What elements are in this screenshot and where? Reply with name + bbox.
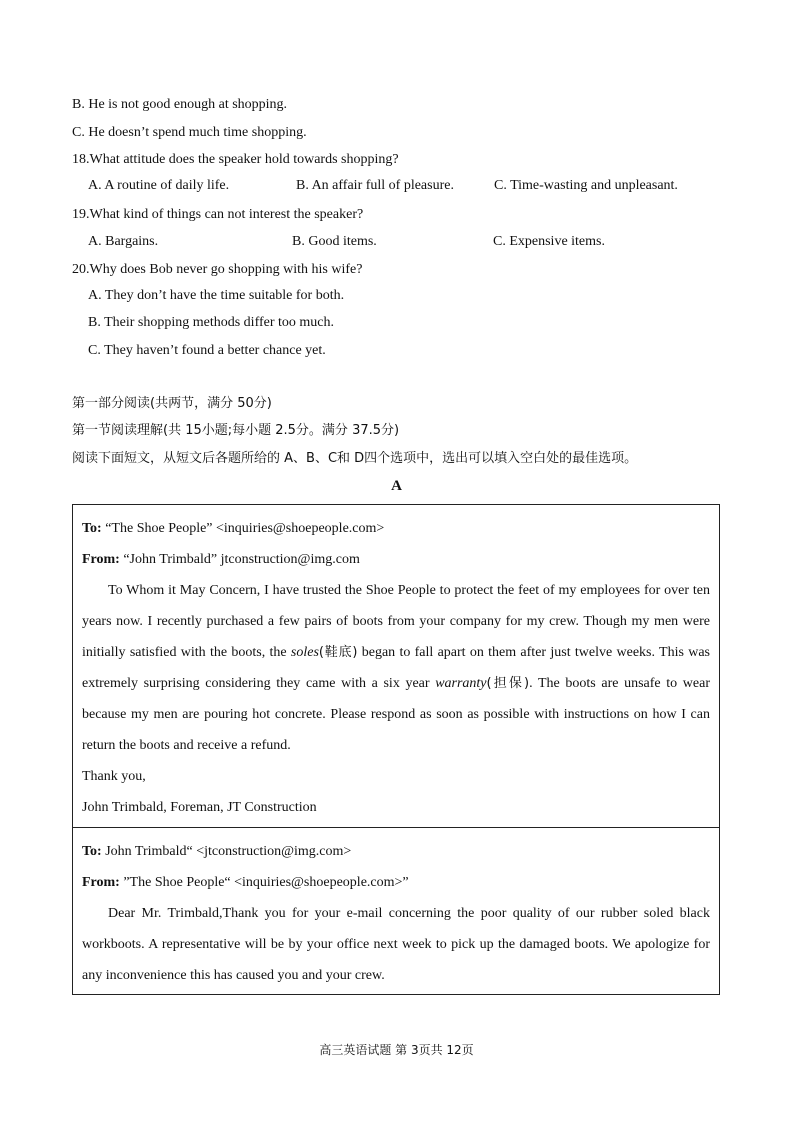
email1-signature: John Trimbald, Foreman, JT Construction (82, 800, 317, 815)
soles-gloss: (鞋底) (318, 645, 358, 660)
q18-stem: 18.What attitude does the speaker hold towards shopping? (72, 152, 399, 167)
q19-option-a: A. Bargains. (88, 234, 159, 249)
q20-option-c: C. They haven’t found a better chance yet. (88, 343, 326, 358)
warranty-gloss: (担保) (486, 676, 530, 691)
q20-option-b: B. Their shopping methods differ too much. (88, 315, 335, 330)
email2-from (82, 867, 710, 898)
q17-option-b: B. He is not good enough at shopping. (72, 97, 288, 112)
email1-body-part2: began to fall apart on them after just twelve weeks. This was extremely surprising considering they came with a six year (82, 645, 710, 691)
email-box-1 (72, 504, 720, 828)
email1-body-part1: To Whom it May Concern, I have trusted the Shoe People to protect the feet of my employees for over ten years now. I recently purchased a few pairs of boots from your company for my crew. Though my men were initially satisfied with the boots, the (82, 583, 710, 660)
email1-to (82, 513, 710, 544)
part-heading: 第一部分阅读(共两节，满分 50分) (72, 396, 272, 411)
passage-label: A (391, 478, 402, 494)
page-footer: 高三英语试题 第 3页共 12页 (319, 1043, 474, 1057)
q18-option-a: A. A routine of daily life. (88, 178, 230, 193)
q20-stem: 20.Why does Bob never go shopping with his wife? (72, 262, 363, 277)
warranty-word: warranty (435, 676, 487, 691)
q19-stem: 19.What kind of things can not interest the speaker? (72, 207, 364, 222)
email1-from-label: From: (82, 552, 120, 567)
subsection-heading: 第一节阅读理解(共 15小题;每小题 2.5分。满分 37.5分) (72, 423, 400, 438)
email2-body: Dear Mr. Trimbald,Thank you for your e-mail concerning the poor quality of our rubber soled black workboots. A representative will be by your office next week to pick up the damaged boots. We apologize for any inconvenience this has caused you and your crew. (82, 906, 710, 983)
email1-closing: Thank you, (82, 769, 146, 784)
email1-body (82, 575, 710, 761)
q19-option-b: B. Good items. (292, 234, 377, 249)
email1-to-value: “The Shoe People” <inquiries@shoepeople.com> (101, 521, 385, 536)
email2-to-label: To: (82, 844, 102, 859)
email2-from-label: From: (82, 875, 120, 890)
q17-option-c: C. He doesn’t spend much time shopping. (72, 125, 307, 140)
email1-from-value: “John Trimbald” jtconstruction@img.com (119, 552, 360, 567)
email2-to-value: John Trimbald“ <jtconstruction@img.com> (101, 844, 352, 859)
email-box-2 (72, 827, 720, 995)
email1-body-part3: . The boots are unsafe to wear because my men are pouring hot concrete. Please respond as soon as possible with instructions on how I can return the boots and receive a refund. (82, 676, 710, 753)
q18-option-b: B. An affair full of pleasure. (296, 178, 454, 193)
instructions: 阅读下面短文，从短文后各题所给的 A、B、C和 D四个选项中，选出可以填入空白处的最佳选项。 (72, 451, 638, 466)
email1-to-label: To: (82, 521, 102, 536)
q19-option-c: C. Expensive items. (493, 234, 605, 249)
q18-option-c: C. Time-wasting and unpleasant. (494, 178, 678, 193)
email2-to (82, 836, 710, 867)
email2-from-value: ”The Shoe People“ <inquiries@shoepeople.com>” (119, 875, 409, 890)
email1-from (82, 544, 710, 575)
q20-option-a: A. They don’t have the time suitable for both. (88, 288, 345, 303)
soles-word: soles (290, 645, 319, 660)
